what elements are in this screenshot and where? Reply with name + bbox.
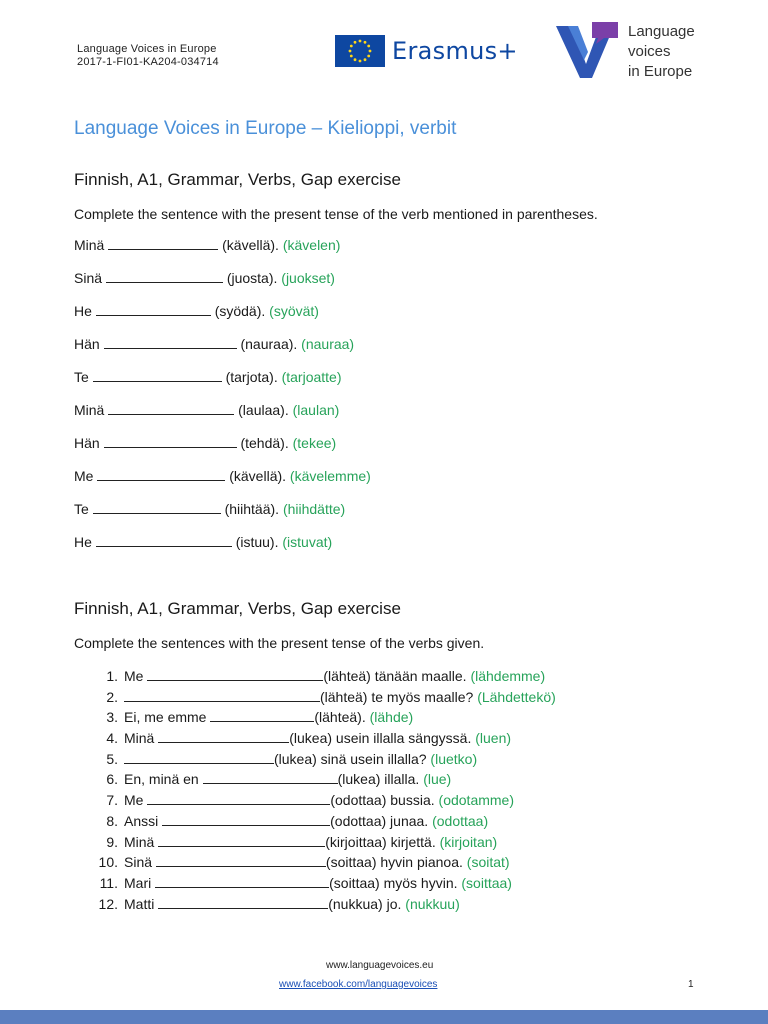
answer-key: (hiihdätte) (282, 501, 346, 517)
exercise-1-item (74, 237, 340, 253)
answer-blank[interactable] (147, 668, 323, 681)
sentence-end: (lukea) illalla. (337, 771, 420, 788)
item-number: 7. (106, 792, 118, 809)
item-number: 3. (106, 709, 118, 726)
exercise-2-item (94, 811, 556, 832)
answer-blank[interactable] (147, 792, 330, 805)
exercise-1-item (74, 270, 335, 286)
subject: Minä (74, 237, 105, 253)
subject: Te (74, 501, 89, 517)
erasmus-label: Erasmus+ (392, 37, 518, 65)
item-number: 2. (106, 688, 118, 705)
sentence-end: (lukea) usein illalla sängyssä. (289, 730, 472, 747)
answer-blank[interactable] (93, 501, 221, 514)
footer-bar (0, 1010, 768, 1024)
item-number: 5. (106, 750, 118, 767)
exercise-1-item (74, 435, 336, 451)
language-voices-logo (554, 20, 695, 82)
section-heading-2: Finnish, A1, Grammar, Verbs, Gap exercise (74, 599, 401, 618)
answer-key: (lue) (423, 771, 452, 788)
logo-text-line: Language (628, 23, 695, 40)
sentence-start: En, minä en (124, 771, 199, 788)
exercise-2-item (94, 790, 556, 811)
sentence-start: Me (124, 668, 144, 684)
answer-blank[interactable] (203, 771, 338, 784)
exercise-2-item (94, 769, 556, 790)
item-number: 4. (106, 730, 118, 747)
exercise-2-item (94, 728, 556, 749)
verb-hint: (kävellä). (229, 468, 287, 484)
answer-key: (luetko) (430, 750, 478, 767)
subject: Te (74, 369, 89, 385)
answer-key: (kirjoitan) (439, 833, 498, 850)
answer-blank[interactable] (162, 813, 330, 826)
answer-blank[interactable] (156, 854, 326, 867)
subject: Me (74, 468, 94, 484)
sentence-end: (odottaa) bussia. (330, 792, 435, 809)
answer-key: (istuvat) (282, 534, 333, 550)
sentence-end: (soittaa) myös hyvin. (329, 874, 458, 891)
exercise-1-item (74, 501, 345, 517)
subject: Sinä (74, 270, 103, 286)
subject: Minä (74, 402, 105, 418)
language-voices-logo-mark-icon (554, 20, 620, 80)
eu-flag-icon (335, 35, 385, 67)
footer-facebook-link[interactable]: www.facebook.com/languagevoices (279, 979, 438, 990)
sentence-start: Anssi (124, 812, 159, 829)
verb-hint: (hiihtää). (224, 501, 280, 517)
answer-blank[interactable] (104, 336, 237, 349)
verb-hint: (laulaa). (238, 402, 289, 418)
exercise-2-list (94, 666, 556, 914)
verb-hint: (istuu). (235, 534, 279, 550)
answer-blank[interactable] (124, 689, 320, 702)
logo-text-line: voices (628, 43, 671, 60)
answer-blank[interactable] (106, 270, 223, 283)
exercise-2-item (94, 687, 556, 708)
exercise-2-item (94, 749, 556, 770)
sentence-end: (soittaa) hyvin pianoa. (325, 854, 463, 871)
answer-key: (soittaa) (461, 874, 512, 891)
sentence-end: (kirjoittaa) kirjettä. (325, 833, 436, 850)
subject: He (74, 303, 92, 319)
answer-blank[interactable] (210, 709, 314, 722)
answer-key: (soitat) (466, 854, 510, 871)
verb-hint: (tehdä). (240, 435, 289, 451)
sentence-start: Mari (124, 874, 152, 891)
exercise-2-item (94, 832, 556, 853)
exercise-1-item (74, 534, 332, 550)
verb-hint: (tarjota). (225, 369, 278, 385)
section-heading-1: Finnish, A1, Grammar, Verbs, Gap exercise (74, 170, 401, 189)
sentence-start: Ei, me emme (124, 709, 207, 726)
instruction-2: Complete the sentences with the present tense of the verbs given. (74, 635, 485, 651)
exercise-1-item (74, 303, 319, 319)
answer-key: (nukkuu) (405, 895, 460, 912)
sentence-end: (lähteä) te myös maalle? (320, 688, 474, 705)
item-number: 12. (98, 895, 118, 912)
instruction-1: Complete the sentence with the present tense of the verb mentioned in parentheses. (74, 206, 598, 222)
verb-hint: (nauraa). (240, 336, 298, 352)
answer-key: (juokset) (281, 270, 335, 286)
sentence-start: Minä (124, 833, 155, 850)
exercise-1-item (74, 336, 354, 352)
page-number: 1 (688, 979, 694, 990)
answer-key: (nauraa) (301, 336, 355, 352)
answer-blank[interactable] (155, 875, 329, 888)
answer-key: (tarjoatte) (281, 369, 342, 385)
sentence-start: Minä (124, 730, 155, 747)
verb-hint: (juosta). (226, 270, 278, 286)
answer-blank[interactable] (158, 834, 325, 847)
answer-blank[interactable] (124, 751, 274, 764)
logo-text (628, 22, 695, 82)
item-number: 1. (106, 668, 118, 684)
answer-blank[interactable] (158, 730, 289, 743)
verb-hint: (kävellä). (222, 237, 279, 253)
answer-key: (lähde) (369, 709, 414, 726)
sentence-start: Me (124, 792, 144, 809)
document-title: Language Voices in Europe – Kielioppi, verbit (74, 118, 457, 139)
sentence-start: Sinä (124, 854, 153, 871)
exercise-1-item (74, 468, 371, 484)
item-number: 8. (106, 812, 118, 829)
answer-blank[interactable] (93, 369, 222, 382)
exercise-2-item (94, 666, 556, 687)
sentence-end: (lukea) sinä usein illalla? (274, 750, 427, 767)
answer-key: (kävelen) (282, 237, 341, 253)
subject: Hän (74, 435, 100, 451)
sentence-end: (odottaa) junaa. (330, 812, 429, 829)
answer-key: (odottaa) (432, 812, 489, 829)
sentence-start: Matti (124, 895, 155, 912)
item-number: 9. (106, 833, 118, 850)
item-number: 11. (99, 874, 118, 891)
exercise-1-item (74, 369, 342, 385)
item-number: 10. (98, 854, 118, 871)
sentence-end: (nukkua) jo. (328, 895, 402, 912)
exercise-2-item (94, 873, 556, 894)
sentence-end: (lähteä) tänään maalle. (323, 668, 467, 684)
answer-blank[interactable] (158, 896, 328, 909)
exercise-2-item (94, 894, 556, 915)
logo-text-line: in Europe (628, 63, 693, 80)
project-code: 2017-1-FI01-KA204-034714 (77, 56, 219, 68)
answer-blank[interactable] (97, 468, 225, 481)
project-name: Language Voices in Europe (77, 43, 217, 55)
answer-blank[interactable] (104, 435, 237, 448)
answer-key: (Lähdettekö) (477, 688, 556, 705)
answer-key: (kävelemme) (289, 468, 371, 484)
exercise-2-item (94, 852, 556, 873)
subject: He (74, 534, 92, 550)
answer-key: (tekee) (292, 435, 337, 451)
answer-blank[interactable] (96, 534, 232, 547)
exercise-2-item (94, 707, 556, 728)
answer-key: (syövät) (269, 303, 319, 319)
footer-website: www.languagevoices.eu (326, 960, 434, 971)
answer-key: (odotamme) (438, 792, 514, 809)
subject: Hän (74, 336, 100, 352)
project-header (77, 43, 219, 69)
item-number: 6. (106, 771, 118, 788)
answer-key: (laulan) (292, 402, 340, 418)
answer-key: (lähdemme) (470, 668, 546, 684)
answer-blank[interactable] (96, 303, 211, 316)
verb-hint: (syödä). (214, 303, 266, 319)
answer-blank[interactable] (108, 237, 218, 250)
exercise-1-item (74, 402, 339, 418)
answer-blank[interactable] (108, 402, 234, 415)
erasmus-logo (335, 35, 518, 67)
answer-key: (luen) (475, 730, 512, 747)
sentence-end: (lähteä). (314, 709, 366, 726)
